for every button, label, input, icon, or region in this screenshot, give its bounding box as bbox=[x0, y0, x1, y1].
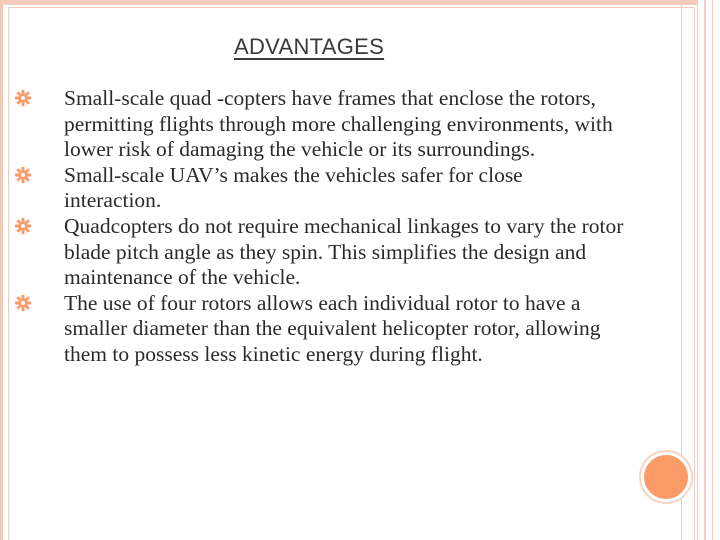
decorative-circle bbox=[641, 452, 691, 502]
gear-icon bbox=[14, 217, 32, 235]
bullet-item bbox=[64, 86, 624, 163]
gear-icon bbox=[14, 166, 32, 184]
slide-title-container bbox=[234, 34, 384, 60]
gear-icon bbox=[14, 294, 32, 312]
bullet-item bbox=[64, 291, 624, 368]
bullet-item bbox=[64, 214, 624, 291]
bullet-item bbox=[64, 163, 624, 214]
slide-title: ADVANTAGES bbox=[234, 34, 385, 59]
bullet-text: The use of four rotors allows each individual rotor to have a smaller diameter than the equivalent helicopter rotor, allowing them to possess less kinetic energy during flight. bbox=[64, 290, 601, 366]
decorative-rail bbox=[712, 0, 713, 540]
bullet-text: Small-scale UAV’s makes the vehicles safer for close interaction. bbox=[64, 162, 523, 213]
bullet-list bbox=[64, 86, 624, 368]
bullet-text: Quadcopters do not require mechanical linkages to vary the rotor blade pitch angle as they spin. This simplifies the design and maintenance of the vehicle. bbox=[64, 213, 624, 290]
gear-icon bbox=[14, 89, 32, 107]
bullet-text: Small-scale quad -copters have frames that enclose the rotors, permitting flights through more challenging environments, with lower risk of damaging the vehicle or its surroundings. bbox=[64, 86, 613, 162]
decorative-rail bbox=[704, 0, 706, 540]
